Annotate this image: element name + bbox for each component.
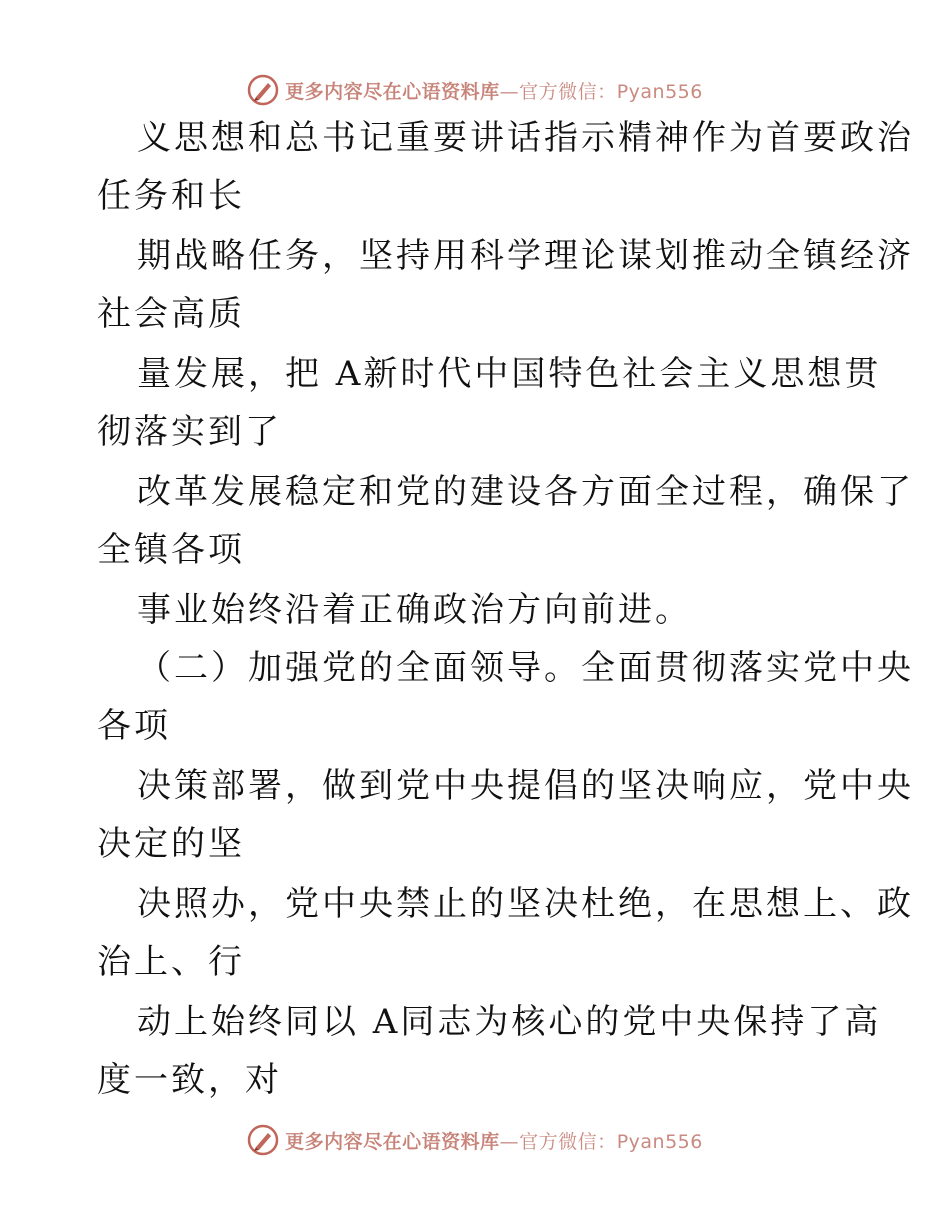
body-line: 决定的坚 <box>97 824 245 864</box>
body-line: 义思想和总书记重要讲话指示精神作为首要政治 <box>137 118 914 158</box>
watermark-brand: 更多内容尽在心语资料库 <box>285 80 500 103</box>
body-line: 任务和长 <box>97 176 245 216</box>
watermark-wechat-id: Pyan556 <box>616 80 703 103</box>
body-line: 彻落实到了 <box>97 412 282 452</box>
body-line: 期战略任务，坚持用科学理论谋划推动全镇经济 <box>137 236 914 276</box>
body-line: （二）加强党的全面领导。全面贯彻落实党中央 <box>137 648 914 688</box>
body-line: 社会高质 <box>97 294 245 334</box>
pen-logo-icon <box>247 1124 279 1156</box>
body-line: 改革发展稳定和党的建设各方面全过程，确保了 <box>137 472 914 512</box>
body-line: 决照办，党中央禁止的坚决杜绝，在思想上、政 <box>137 884 914 924</box>
body-line: 全镇各项 <box>97 530 245 570</box>
body-line: 度一致，对 <box>97 1060 282 1100</box>
body-line: 治上、行 <box>97 942 245 982</box>
watermark-wechat-id: Pyan556 <box>616 1130 703 1153</box>
watermark-official: 官方微信： <box>519 1130 617 1153</box>
body-line: 动上始终同以 A同志为核心的党中央保持了高 <box>137 1002 882 1042</box>
watermark-brand: 更多内容尽在心语资料库 <box>285 1130 500 1153</box>
body-line: 事业始终沿着正确政治方向前进。 <box>137 590 692 630</box>
body-line: 量发展，把 A新时代中国特色社会主义思想贯 <box>137 354 882 394</box>
watermark-separator: — <box>499 1130 520 1153</box>
body-line: 决策部署，做到党中央提倡的坚决响应，党中央 <box>137 766 914 806</box>
watermark-text <box>285 1127 703 1154</box>
body-line: 各项 <box>97 706 171 746</box>
header-watermark <box>0 70 950 110</box>
watermark-separator: — <box>499 80 520 103</box>
watermark-official: 官方微信： <box>519 80 617 103</box>
watermark-text <box>285 77 703 104</box>
footer-watermark <box>0 1120 950 1160</box>
pen-logo-icon <box>247 74 279 106</box>
